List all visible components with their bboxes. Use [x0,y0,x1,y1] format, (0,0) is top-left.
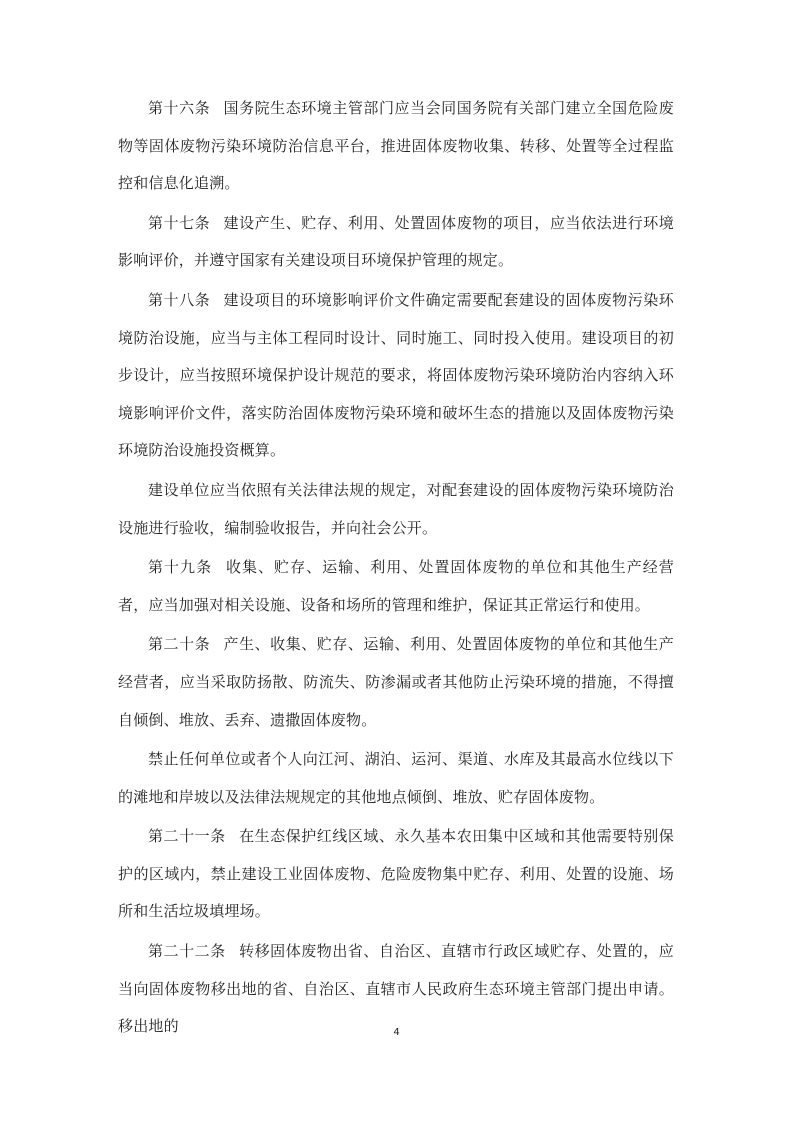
article-label: 第二十条 [148,635,211,654]
paragraph-text: 收集、贮存、运输、利用、处置固体废物的单位和其他生产经营者，应当加强对相关设施、设备和场所的管理和维护，保证其正常运行和使用。 [118,558,674,614]
paragraph-text: 产生、收集、贮存、运输、利用、处置固体废物的单位和其他生产经营者，应当采取防扬散、防流失、防渗漏或者其他防止污染环境的措施，不得擅自倾倒、堆放、丢弃、遗撒固体废物。 [118,635,674,729]
article-label: 第十六条 [148,99,211,117]
paragraph-text: 转移固体废物出省、自治区、直辖市行政区域贮存、处置的，应当向固体废物移出地的省、自治区、直辖市人民政府生态环境主管部门提出申请。移出地的 [118,942,674,1036]
article-label: 第十八条 [148,290,211,309]
paragraph-text: 在生态保护红线区域、永久基本农田集中区域和其他需要特别保护的区域内，禁止建设工业固体废物、危险废物集中贮存、利用、处置的设施、场所和生活垃圾填埋场。 [118,827,674,921]
article-label: 第十九条 [148,558,213,577]
page-number: 4 [393,1027,400,1038]
paragraph-text: 建设项目的环境影响评价文件确定需要配套建设的固体废物污染环境防治设施，应当与主体工程同时设计、同时施工、同时投入使用。建设项目的初步设计，应当按照环境保护设计规范的要求，将固体废物污染环境防治内容纳入环境影响评价文件，落实防治固体废物污染环境和破坏生态的措施以及固体废物污染环境防治设施投资概算。 [118,290,674,460]
paragraph-text: 建设单位应当依照有关法律法规的规定，对配套建设的固体废物污染环境防治设施进行验收，编制验收报告，并向社会公开。 [118,480,674,537]
document-body [118,90,674,1048]
paragraph-article-20-clause-2 [118,741,674,816]
paragraph-article-16 [118,90,674,203]
paragraph-text: 禁止任何单位或者个人向江河、湖泊、运河、渠道、水库及其最高水位线以下的滩地和岸坡以及法律法规规定的其他地点倾倒、堆放、贮存固体废物。 [118,750,674,806]
article-label: 第二十二条 [148,942,226,961]
paragraph-article-17 [118,205,674,280]
article-label: 第二十一条 [148,827,226,846]
paragraph-text: 建设产生、贮存、利用、处置固体废物的项目，应当依法进行环境影响评价，并遵守国家有关建设项目环境保护管理的规定。 [118,213,674,270]
paragraph-article-18-clause-2 [118,472,674,547]
paragraph-article-21 [118,818,674,931]
paragraph-article-18 [118,282,674,470]
paragraph-article-19 [118,549,674,624]
paragraph-article-20 [118,626,674,739]
article-label: 第十七条 [148,213,211,232]
paragraph-text: 国务院生态环境主管部门应当会同国务院有关部门建立全国危险废物等固体废物污染环境防治信息平台，推进固体废物收集、转移、处置等全过程监控和信息化追溯。 [118,99,674,193]
